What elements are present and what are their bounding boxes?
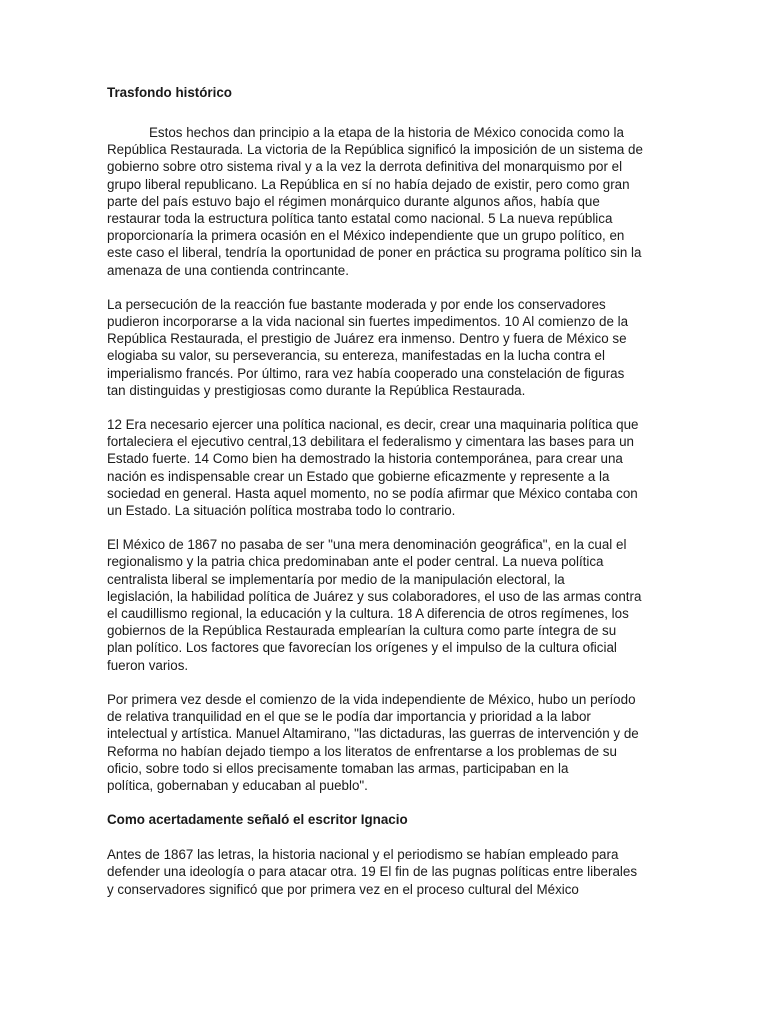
paragraph-line: y conservadores significó que por primera vez en el proceso cultural del México <box>107 881 579 897</box>
paragraph-line: defender una ideología o para atacar otra. 19 El fin de las pugnas políticas entre liberales <box>107 864 638 880</box>
section-heading-ignacio: Como acertadamente señaló el escritor Ignacio <box>107 812 408 828</box>
paragraph-line: de relativa tranquilidad en el que se le podía dar importancia y prioridad a la labor <box>107 709 591 725</box>
paragraph-5 <box>107 691 663 794</box>
paragraph-2 <box>107 296 663 399</box>
paragraph-line: Por primera vez desde el comienzo de la vida independiente de México, hubo un período <box>107 691 636 707</box>
paragraph-line: tan distinguidas y prestigiosas como durante la República Restaurada. <box>107 382 526 398</box>
paragraph-line: gobierno sobre otro sistema rival y a la vez la derrota definitiva del monarquismo por el <box>107 159 623 175</box>
paragraph-line: oficio, sobre todo si ellos precisamente tomaban las armas, participaban en la <box>107 760 569 776</box>
paragraph-line: el caudillismo regional, la educación y la cultura. 18 A diferencia de otros regímenes, los <box>107 606 629 622</box>
paragraph-line: República Restaurada, el prestigio de Juárez era inmenso. Dentro y fuera de México se <box>107 331 627 347</box>
paragraph-line: imperialismo francés. Por último, rara vez había cooperado una constelación de figuras <box>107 365 625 381</box>
paragraph-line: intelectual y artística. Manuel Altamirano, "las dictaduras, las guerras de intervención y de <box>107 726 639 742</box>
paragraph-line: Reforma no habían dejado tiempo a los literatos de enfrentarse a los problemas de su <box>107 743 617 759</box>
paragraph-line: parte del país estuvo bajo el régimen monárquico durante algunos años, había que <box>107 193 600 209</box>
paragraph-line: Estos hechos dan principio a la etapa de la historia de México conocida como la <box>149 125 624 140</box>
paragraph-line: centralista liberal se implementaría por medio de la manipulación electoral, la <box>107 571 565 587</box>
paragraph-line: Estado fuerte. 14 Como bien ha demostrado la historia contemporánea, para crear una <box>107 451 623 467</box>
paragraph-3 <box>107 416 663 519</box>
paragraph-line: fortaleciera el ejecutivo central,13 debilitara el federalismo y cimentara las bases para un <box>107 434 634 450</box>
paragraph-line: pudieron incorporarse a la vida nacional sin fuertes impedimentos. 10 Al comienzo de la <box>107 314 629 330</box>
paragraph-line: Antes de 1867 las letras, la historia nacional y el periodismo se habían empleado para <box>107 847 619 863</box>
paragraph-4 <box>107 536 663 674</box>
section-heading-trasfondo: Trasfondo histórico <box>107 85 232 100</box>
paragraph-line: amenaza de una contienda contrincante. <box>107 262 349 278</box>
paragraph-line: política, gobernaban y educaban al pueblo". <box>107 777 368 793</box>
paragraph-line: restaurar toda la estructura política tanto estatal como nacional. 5 La nueva república <box>107 211 613 227</box>
paragraph-line: sociedad en general. Hasta aquel momento, no se podía afirmar que México contaba con <box>107 485 638 501</box>
paragraph-line: grupo liberal republicano. La República en sí no había dejado de existir, pero como gran <box>107 176 630 192</box>
paragraph-1 <box>107 124 663 279</box>
paragraph-line: este caso el liberal, tendría la oportunidad de poner en práctica su programa político sin la <box>107 245 642 261</box>
document-body <box>107 84 663 898</box>
paragraph-line: proporcionaría la primera ocasión en el México independiente que un grupo político, en <box>107 228 625 244</box>
paragraph-line: El México de 1867 no pasaba de ser "una mera denominación geográfica", en la cual el <box>107 537 627 553</box>
paragraph-line: legislación, la habilidad política de Juárez y sus colaboradores, el uso de las armas contra <box>107 588 642 604</box>
paragraph-line: La persecución de la reacción fue bastante moderada y por ende los conservadores <box>107 296 606 312</box>
paragraph-line: regionalismo y la patria chica predominaban ante el poder central. La nueva política <box>107 554 604 570</box>
paragraph-6 <box>107 846 663 898</box>
paragraph-line: elogiaba su valor, su perseverancia, su entereza, manifestadas en la lucha contra el <box>107 348 605 364</box>
paragraph-line: fueron varios. <box>107 657 189 673</box>
paragraph-line: plan político. Los factores que favorecían los orígenes y el impulso de la cultura oficial <box>107 640 617 656</box>
paragraph-line: nación es indispensable crear un Estado que gobierne eficazmente y represente a la <box>107 468 610 484</box>
paragraph-line: República Restaurada. La victoria de la República significó la imposición de un sistema de <box>107 142 643 158</box>
paragraph-line: un Estado. La situación política mostraba todo lo contrario. <box>107 503 456 519</box>
paragraph-line: gobiernos de la República Restaurada emplearían la cultura como parte íntegra de su <box>107 623 617 639</box>
paragraph-line: 12 Era necesario ejercer una política nacional, es decir, crear una maquinaria política que <box>107 417 639 433</box>
